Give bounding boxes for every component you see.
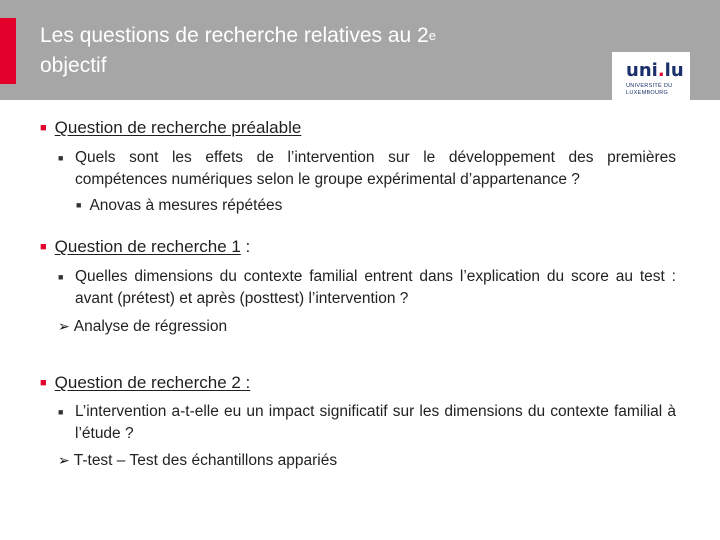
section-heading-text: Question de recherche préalable bbox=[54, 118, 302, 137]
section-heading-suffix: : bbox=[240, 237, 251, 256]
square-bullet-icon: ■ bbox=[58, 407, 64, 417]
research-question-q2 bbox=[58, 401, 676, 445]
section-heading-text: Question de recherche 2 : bbox=[54, 373, 251, 392]
method-q1 bbox=[58, 316, 227, 338]
logo-subtitle: UNIVERSITÉ DU LUXEMBOURG bbox=[626, 83, 673, 96]
method-text: Analyse de régression bbox=[73, 318, 228, 335]
method-text: T-test – Test des échantillons appariés bbox=[73, 452, 338, 469]
square-bullet-icon: ■ bbox=[40, 377, 47, 389]
square-bullet-icon: ■ bbox=[76, 200, 82, 210]
square-bullet-icon: ■ bbox=[40, 241, 47, 253]
logo-mark: uni.lu bbox=[626, 60, 684, 81]
method-q2 bbox=[58, 450, 337, 472]
square-bullet-icon: ■ bbox=[40, 122, 47, 134]
research-question-preliminary bbox=[58, 147, 676, 191]
question-text: L’intervention a-t-elle eu un impact significatif sur les dimensions du contexte familial à l’étude ? bbox=[75, 403, 676, 442]
slide-title-part2: objectif bbox=[40, 54, 107, 77]
question-text: Quelles dimensions du contexte familial entrent dans l’explication du score au test : avant (prétest) et après (posttest) l’intervention ? bbox=[75, 268, 676, 307]
arrow-bullet-icon: ➢ bbox=[58, 319, 70, 335]
square-bullet-icon: ■ bbox=[58, 153, 64, 163]
title-superscript: e bbox=[428, 28, 436, 43]
square-bullet-icon: ■ bbox=[58, 272, 64, 282]
method-text: Anovas à mesures répétées bbox=[89, 197, 283, 214]
section-heading-text: Question de recherche 1 bbox=[54, 237, 241, 256]
slide-title-part1: Les questions de recherche relatives au 2 bbox=[40, 24, 429, 47]
section-heading-preliminary bbox=[40, 117, 301, 141]
arrow-bullet-icon: ➢ bbox=[58, 453, 70, 469]
section-heading-q1 bbox=[40, 236, 250, 260]
method-preliminary bbox=[76, 195, 282, 218]
question-text: Quels sont les effets de l’intervention sur le développement des premières compétences numériques selon le groupe expérimental d’appartenance ? bbox=[75, 149, 676, 188]
section-heading-q2 bbox=[40, 372, 250, 396]
research-question-q1 bbox=[58, 266, 676, 310]
